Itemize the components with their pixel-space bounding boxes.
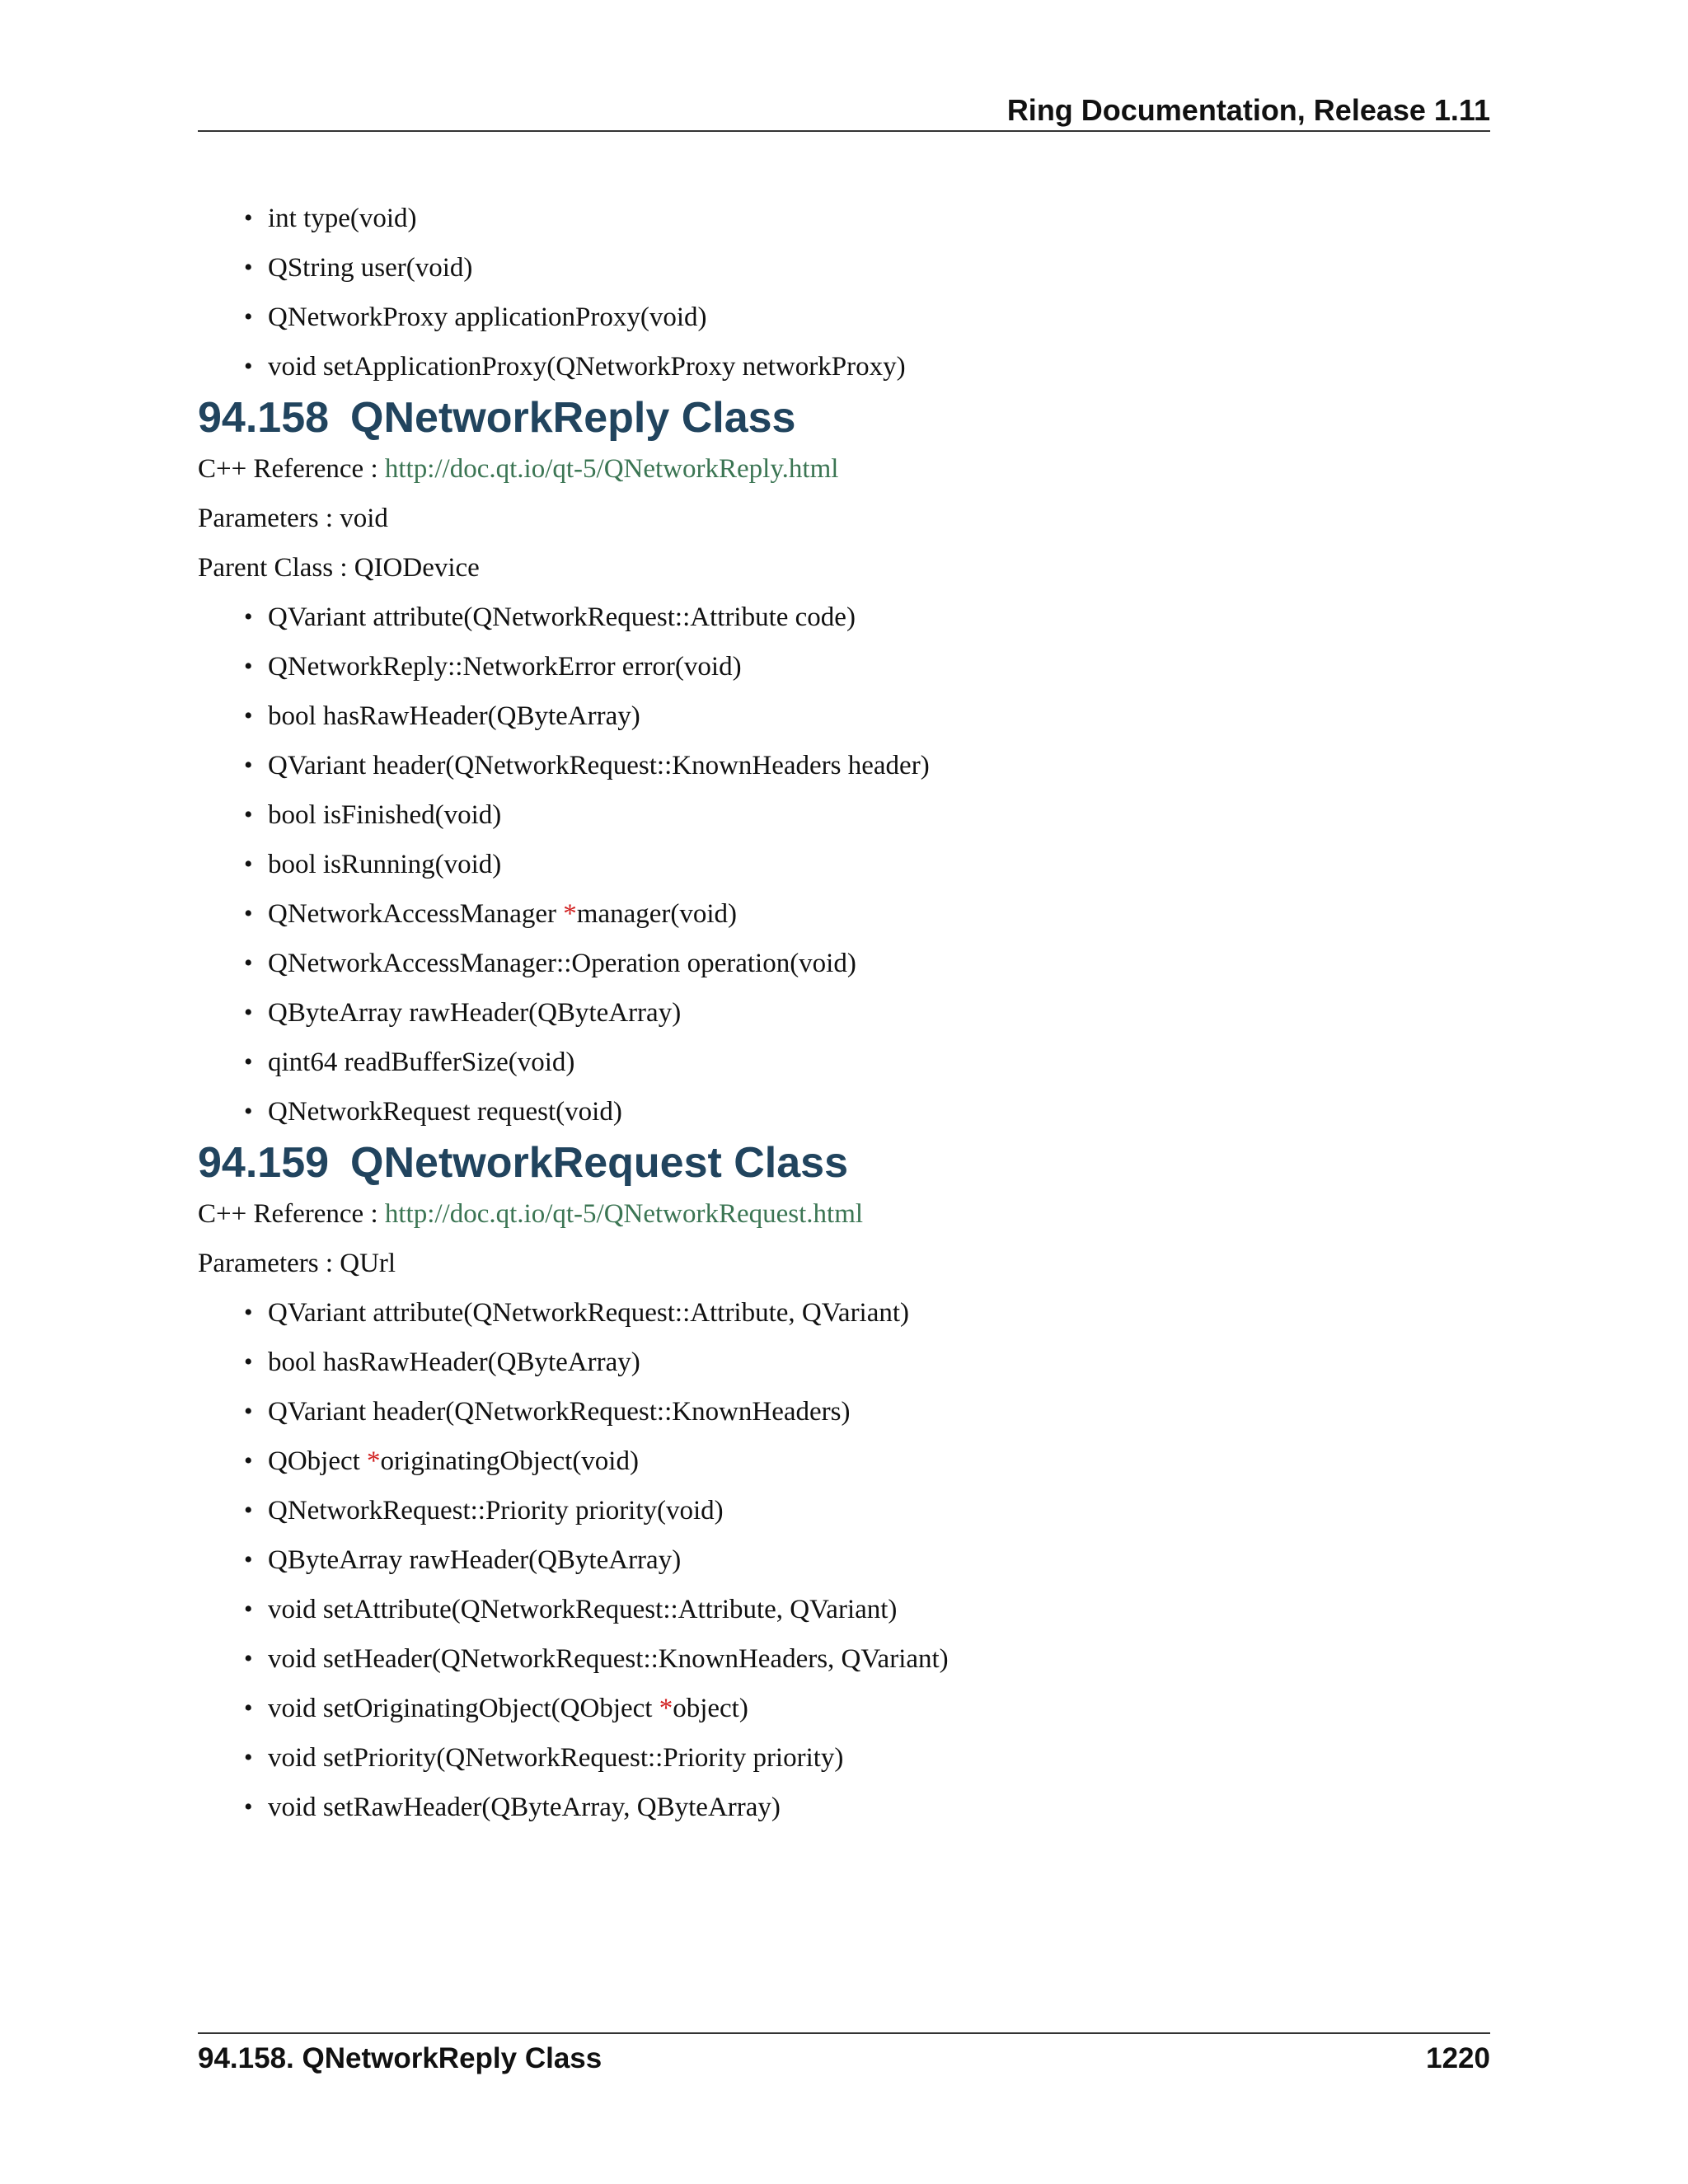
cpp-reference-line: C++ Reference : http://doc.qt.io/qt-5/QNetworkRequest.html: [198, 1199, 864, 1229]
intro-method-list: [198, 194, 1490, 391]
footer-section-title: 94.158. QNetworkReply Class: [198, 2042, 603, 2074]
bullet-icon: •: [244, 801, 253, 828]
bullet-icon: •: [244, 1098, 253, 1125]
bullet-icon: •: [244, 1793, 253, 1821]
list-item: • QNetworkRequest::Priority priority(void): [198, 1486, 1490, 1535]
bullet-icon: •: [244, 1398, 253, 1425]
list-item: • QNetworkAccessManager *manager(void): [198, 889, 1490, 939]
bullet-icon: •: [244, 900, 253, 927]
pointer-asterisk: *: [659, 1694, 673, 1723]
list-item: • bool hasRawHeader(QByteArray): [198, 691, 1490, 741]
section-number: 94.158: [198, 394, 330, 442]
running-header-title: Ring Documentation, Release 1.11: [1006, 93, 1490, 127]
list-item: • void setPriority(QNetworkRequest::Priority priority): [198, 1733, 1490, 1783]
qnetworkreply-method-list: [198, 593, 1490, 1137]
bullet-icon: •: [244, 1596, 253, 1623]
list-item: • QObject *originatingObject(void): [198, 1436, 1490, 1486]
section-title-text: QNetworkRequest Class: [350, 1139, 849, 1187]
bullet-icon: •: [244, 1497, 253, 1524]
qnetworkrequest-method-list: [198, 1288, 1490, 1832]
page-content: [198, 194, 1490, 1832]
bullet-icon: •: [244, 1645, 253, 1672]
bullet-icon: •: [244, 1447, 253, 1474]
list-item: • bool hasRawHeader(QByteArray): [198, 1338, 1490, 1387]
section-title-text: QNetworkReply Class: [350, 394, 796, 442]
section-heading-qnetworkrequest: [198, 1137, 1490, 1189]
list-item: • QByteArray rawHeader(QByteArray): [198, 1535, 1490, 1585]
list-item: • void setAttribute(QNetworkRequest::Attribute, QVariant): [198, 1585, 1490, 1634]
section-heading-qnetworkreply: [198, 391, 1490, 444]
list-item: • QNetworkRequest request(void): [198, 1087, 1490, 1137]
list-item: • QVariant attribute(QNetworkRequest::Attribute, QVariant): [198, 1288, 1490, 1338]
bullet-icon: •: [244, 851, 253, 878]
list-item: • void setHeader(QNetworkRequest::KnownHeaders, QVariant): [198, 1634, 1490, 1684]
list-item: • void setApplicationProxy(QNetworkProxy networkProxy): [198, 342, 1490, 391]
bullet-icon: •: [244, 303, 253, 330]
page-header: [198, 91, 1490, 132]
bullet-icon: •: [244, 353, 253, 380]
bullet-icon: •: [244, 949, 253, 977]
pointer-asterisk: *: [563, 899, 577, 929]
bullet-icon: •: [244, 1546, 253, 1573]
bullet-icon: •: [244, 1299, 253, 1326]
list-item: • void setRawHeader(QByteArray, QByteArray): [198, 1783, 1490, 1832]
bullet-icon: •: [244, 204, 253, 232]
parameters-line: Parameters : QUrl: [198, 1249, 396, 1278]
cpp-reference-line: C++ Reference : http://doc.qt.io/qt-5/QNetworkReply.html: [198, 454, 839, 484]
parameters-line: Parameters : void: [198, 504, 388, 533]
list-item: • void setOriginatingObject(QObject *object): [198, 1684, 1490, 1733]
list-item: • QNetworkReply::NetworkError error(void): [198, 642, 1490, 691]
list-item: • QByteArray rawHeader(QByteArray): [198, 988, 1490, 1038]
bullet-icon: •: [244, 254, 253, 281]
cpp-reference-link[interactable]: http://doc.qt.io/qt-5/QNetworkRequest.html: [384, 1199, 864, 1229]
list-item: • QNetworkAccessManager::Operation operation(void): [198, 939, 1490, 988]
bullet-icon: •: [244, 752, 253, 779]
bullet-icon: •: [244, 653, 253, 680]
list-item: • QVariant attribute(QNetworkRequest::Attribute code): [198, 593, 1490, 642]
list-item: • int type(void): [198, 194, 1490, 243]
bullet-icon: •: [244, 1694, 253, 1722]
parent-class-line: Parent Class : QIODevice: [198, 553, 480, 583]
list-item: • QVariant header(QNetworkRequest::KnownHeaders): [198, 1387, 1490, 1436]
bullet-icon: •: [244, 999, 253, 1026]
bullet-icon: •: [244, 1348, 253, 1376]
cpp-reference-link[interactable]: http://doc.qt.io/qt-5/QNetworkReply.html: [384, 454, 839, 484]
bullet-icon: •: [244, 1048, 253, 1076]
page-footer: [198, 2032, 1490, 2083]
pointer-asterisk: *: [367, 1446, 381, 1476]
list-item: • bool isFinished(void): [198, 790, 1490, 840]
list-item: • QVariant header(QNetworkRequest::KnownHeaders header): [198, 741, 1490, 790]
page-number: 1220: [1426, 2042, 1490, 2074]
list-item: • bool isRunning(void): [198, 840, 1490, 889]
list-item: • QString user(void): [198, 243, 1490, 293]
bullet-icon: •: [244, 603, 253, 630]
bullet-icon: •: [244, 1744, 253, 1771]
section-number: 94.159: [198, 1139, 330, 1187]
list-item: • QNetworkProxy applicationProxy(void): [198, 293, 1490, 342]
bullet-icon: •: [244, 702, 253, 729]
list-item: • qint64 readBufferSize(void): [198, 1038, 1490, 1087]
